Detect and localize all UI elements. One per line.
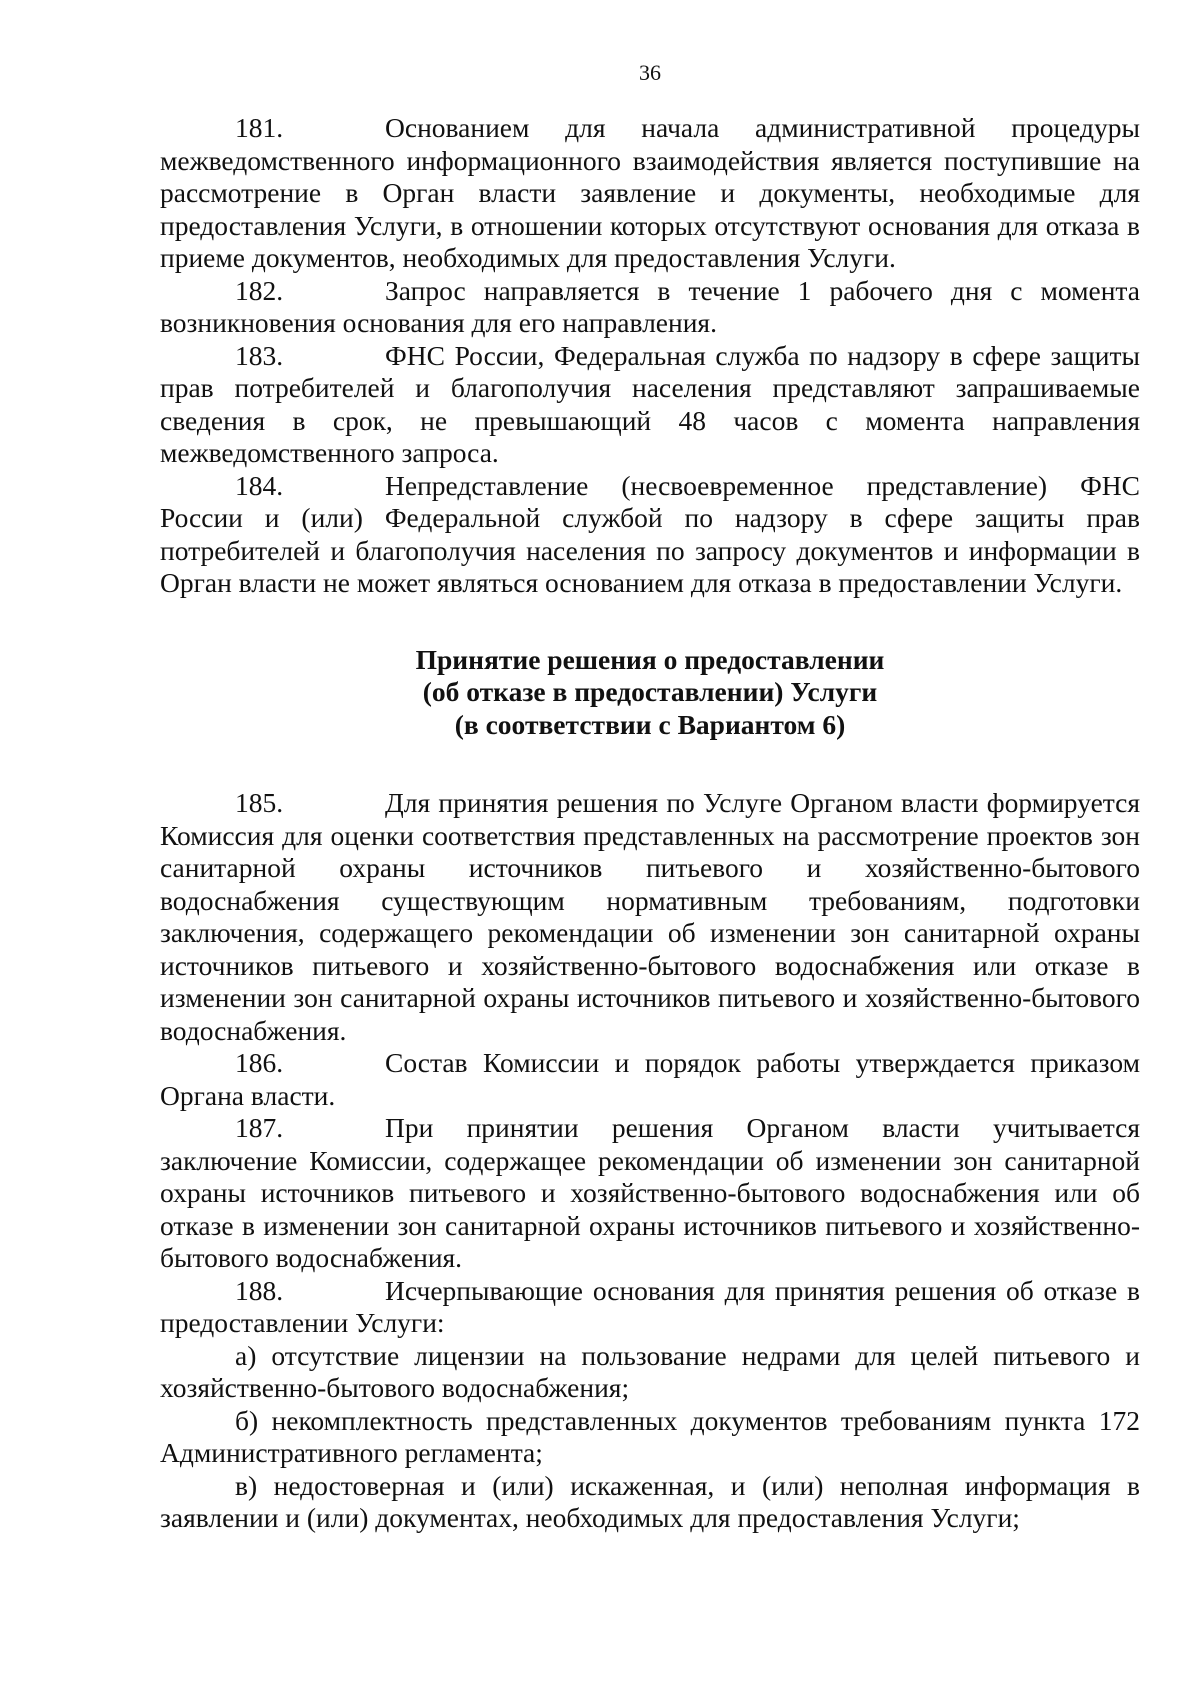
heading-line-3: (в соответствии с Вариантом 6) bbox=[454, 708, 846, 740]
paragraph-text: Основанием для начала административной процедуры межведомственного информационного взаимодействия является поступившие на рассмотрение в Орган власти заявление и документы, необходимые для предоставления Услуги, в отношении которых отсутствуют основания для отказа в приеме документов, необходимых для предоставления Услуги. bbox=[160, 112, 1140, 273]
document-page bbox=[160, 60, 1140, 1535]
heading-line-2: (об отказе в предоставлении) Услуги bbox=[422, 676, 878, 707]
paragraph-188 bbox=[160, 1275, 1140, 1340]
paragraph-186 bbox=[160, 1047, 1140, 1112]
paragraph-text: ФНС России, Федеральная служба по надзору в сфере защиты прав потребителей и благополучия населения представляют запрашиваемые сведения в срок, не превышающий 48 часов с момента направления межведомственного запроса. bbox=[160, 339, 1140, 468]
paragraph-182 bbox=[160, 275, 1140, 340]
page-number: 36 bbox=[639, 60, 661, 85]
paragraph-text: Запрос направляется в течение 1 рабочего дня с момента возникновения основания для его направления. bbox=[160, 274, 1140, 338]
section-heading bbox=[160, 644, 1140, 742]
paragraph-number: 186. bbox=[235, 1047, 284, 1078]
paragraph-number: 181. bbox=[235, 112, 284, 143]
subitem-a: а) отсутствие лицензии на пользование недрами для целей питьевого и хозяйственно-бытового водоснабжения; bbox=[160, 1339, 1140, 1403]
paragraph-185 bbox=[160, 787, 1140, 1047]
paragraph-number: 184. bbox=[235, 469, 284, 501]
paragraph-text: Состав Комиссии и порядок работы утверждается приказом Органа власти. bbox=[160, 1047, 1140, 1111]
paragraph-number: 183. bbox=[235, 339, 284, 371]
paragraph-number: 187. bbox=[235, 1112, 284, 1143]
paragraph-number: 188. bbox=[235, 1274, 284, 1306]
paragraph-text: Непредставление (несвоевременное представление) ФНС России и (или) Федеральной службой по надзору в сфере защиты прав потребителей и благополучия населения по запросу документов и информации в Орган власти не может являться основанием для отказа в предоставлении Услуги. bbox=[160, 469, 1140, 598]
paragraph-184 bbox=[160, 470, 1140, 600]
paragraph-183 bbox=[160, 340, 1140, 470]
paragraph-text: Для принятия решения по Услуге Органом власти формируется Комиссия для оценки соответствия представленных на рассмотрение проектов зон санитарной охраны источников питьевого и хозяйственно-бытового водоснабжения существующим нормативным требованиям, подготовки заключения, содержащего рекомендации об изменении зон санитарной охраны источников питьевого и хозяйственно-бытового водоснабжения или отказе в изменении зон санитарной охраны источников питьевого и хозяйственно-бытового водоснабжения. bbox=[160, 787, 1140, 1046]
paragraph-text: Исчерпывающие основания для принятия решения об отказе в предоставлении Услуги: bbox=[160, 1274, 1140, 1338]
heading-line-1: Принятие решения о предоставлении bbox=[415, 643, 885, 675]
paragraph-181 bbox=[160, 112, 1140, 275]
subitem-b: б) некомплектность представленных документов требованиям пункта 172 Административного регламента; bbox=[160, 1404, 1140, 1468]
paragraph-number: 185. bbox=[235, 787, 284, 818]
paragraph-187 bbox=[160, 1112, 1140, 1275]
paragraph-number: 182. bbox=[235, 274, 284, 306]
subitem-v: в) недостоверная и (или) искаженная, и (или) неполная информация в заявлении и (или) документах, необходимых для предоставления Услуги; bbox=[160, 1469, 1140, 1533]
paragraph-text: При принятии решения Органом власти учитывается заключение Комиссии, содержащее рекомендации об изменении зон санитарной охраны источников питьевого и хозяйственно-бытового водоснабжения или об отказе в изменении зон санитарной охраны источников питьевого и хозяйственно-бытового водоснабжения. bbox=[160, 1112, 1140, 1273]
